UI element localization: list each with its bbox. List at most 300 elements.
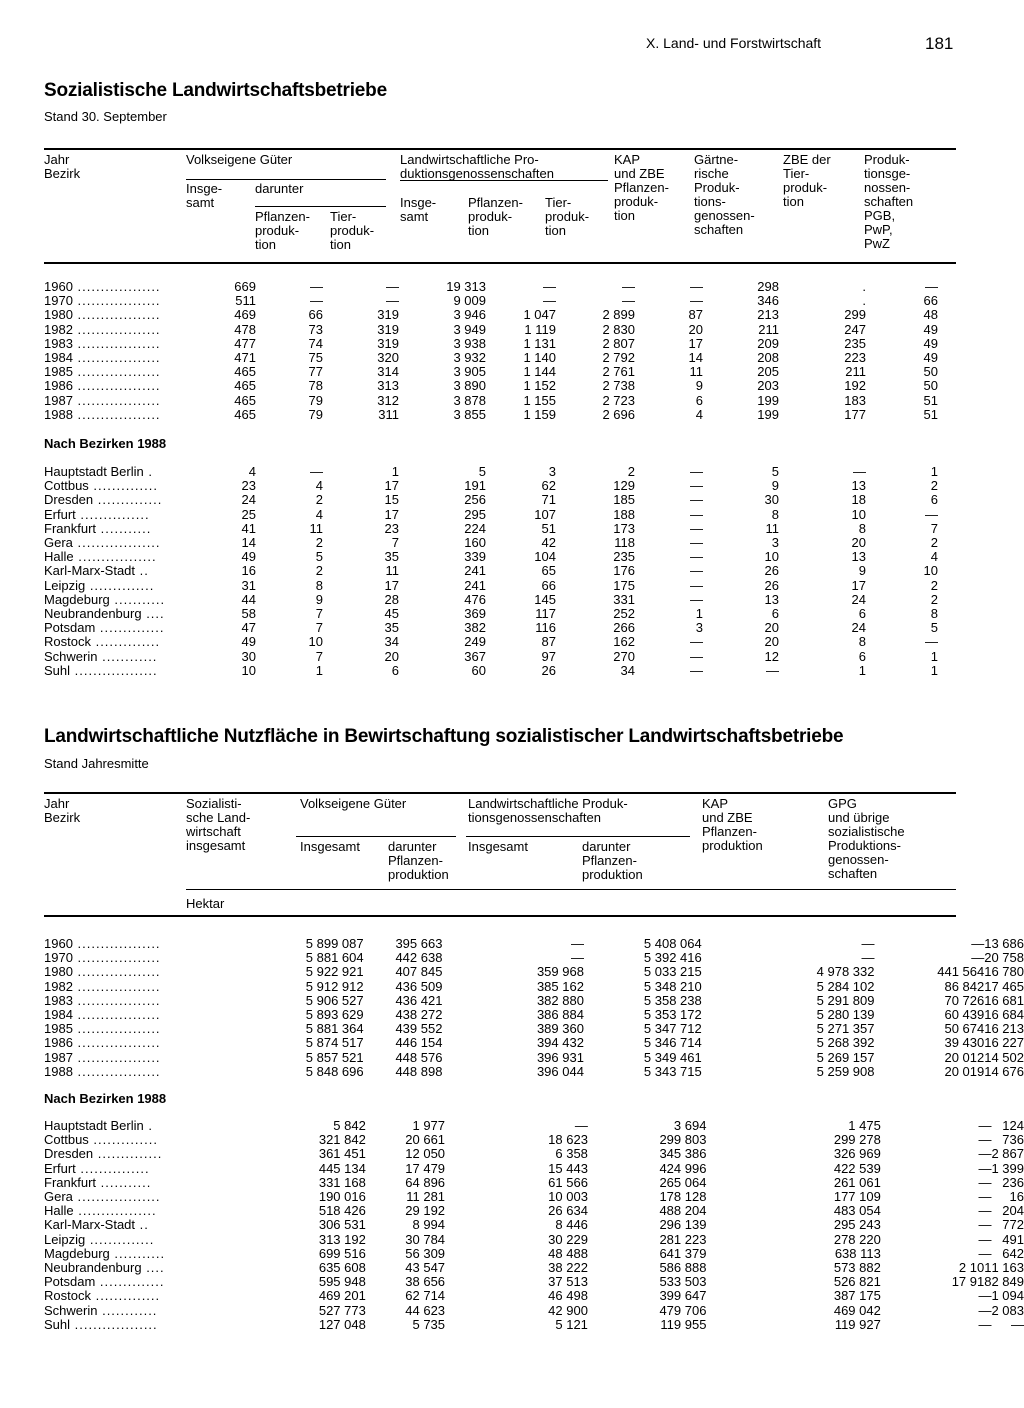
cell-value: 313 xyxy=(377,378,399,394)
cell-value: 441 564 xyxy=(937,964,985,980)
cell-value: 5 033 215 xyxy=(643,964,702,980)
table1-districts-heading: Nach Bezirken 1988 xyxy=(44,436,167,451)
cell-value: 16 227 xyxy=(984,1035,1024,1051)
row-label: Schwerin ............ xyxy=(44,648,158,664)
cell-value: 20 xyxy=(851,535,866,551)
cell-value: 1 399 xyxy=(991,1160,1024,1176)
row-label: Karl-Marx-Stadt .. xyxy=(44,1217,149,1233)
cell-value: — xyxy=(978,1203,992,1219)
cell-value: 46 498 xyxy=(548,1288,588,1304)
cell-value: — xyxy=(310,464,323,479)
cell-value: 9 xyxy=(771,478,779,494)
cell-value: 4 xyxy=(315,506,323,522)
row-label: 1982 .................. xyxy=(44,321,161,337)
cell-value: 48 xyxy=(923,307,938,323)
cell-value: 241 xyxy=(464,563,486,579)
row-label: Leipzig .............. xyxy=(44,577,155,593)
page-number: 181 xyxy=(925,34,954,53)
leader-dots: .................. xyxy=(72,992,161,1008)
cell-value: 296 139 xyxy=(659,1217,707,1233)
cell-value: 173 xyxy=(613,520,635,536)
row-label: 1970 .................. xyxy=(44,950,161,966)
leader-dots: .................. xyxy=(72,392,161,408)
cell-value: 586 888 xyxy=(659,1260,707,1276)
cell-value: 3 890 xyxy=(453,378,486,394)
cell-value: — xyxy=(1011,1316,1024,1332)
cell-value: 483 054 xyxy=(833,1203,881,1219)
table-row xyxy=(44,323,938,337)
cell-value: 6 xyxy=(858,606,866,622)
cell-value: 8 446 xyxy=(555,1217,588,1233)
cell-value: 16 681 xyxy=(984,992,1024,1008)
table2-title: Landwirtschaftliche Nutzfläche in Bewirtschaftung sozialistischer Landwirtschaftsbetriebe xyxy=(44,726,844,747)
cell-value: 56 309 xyxy=(405,1245,446,1261)
cell-value: 20 758 xyxy=(984,950,1024,966)
cell-value: 1 xyxy=(930,662,938,678)
cell-value: 265 064 xyxy=(659,1174,707,1190)
cell-value: 28 xyxy=(384,591,399,607)
cell-value: 5 121 xyxy=(555,1316,588,1332)
table-row xyxy=(44,1247,1024,1261)
cell-value: 205 xyxy=(757,364,779,380)
cell-value: 3 938 xyxy=(453,335,486,351)
cell-value: 331 xyxy=(613,591,635,607)
row-label: Neubrandenburg .... xyxy=(44,1260,165,1276)
table-row xyxy=(44,294,938,308)
row-label: Erfurt ............... xyxy=(44,1160,150,1176)
table-row xyxy=(44,351,938,365)
cell-value: 469 xyxy=(234,307,256,323)
leader-dots: .................. xyxy=(72,535,161,551)
cell-value: 44 xyxy=(241,591,256,607)
cell-value: 478 xyxy=(234,321,256,337)
cell-value: 1 119 xyxy=(524,321,556,337)
cell-value: 50 674 xyxy=(944,1021,985,1037)
cell-value: — xyxy=(978,1189,992,1205)
row-label: 1960 .................. xyxy=(44,936,161,951)
cell-value: — xyxy=(386,293,399,309)
cell-value: 38 222 xyxy=(548,1260,588,1276)
cell-value: 20 xyxy=(764,620,779,636)
cell-value: 5 346 714 xyxy=(643,1035,702,1051)
cell-value: 270 xyxy=(613,648,635,664)
cell-value: 2 083 xyxy=(991,1302,1024,1318)
cell-value: 16 xyxy=(241,563,256,579)
cell-value: 2 849 xyxy=(991,1274,1024,1290)
leader-dots: .................. xyxy=(70,1316,158,1332)
cell-value: 1 475 xyxy=(848,1118,881,1133)
cell-value: 299 803 xyxy=(659,1132,707,1148)
row-label: Gera .................. xyxy=(44,535,161,551)
cell-value: — xyxy=(690,648,703,664)
row-label: Leipzig .............. xyxy=(44,1231,155,1247)
table-row xyxy=(44,1008,1024,1022)
cell-value: 1 xyxy=(315,662,323,678)
leader-dots: .................. xyxy=(72,1021,161,1037)
cell-value: 51 xyxy=(923,392,938,408)
cell-value: 1 155 xyxy=(523,392,556,408)
cell-value: 199 xyxy=(757,392,779,408)
cell-value: 2 xyxy=(930,535,938,551)
row-label: 1980 .................. xyxy=(44,964,161,980)
cell-value: — xyxy=(978,1245,992,1261)
cell-value: . xyxy=(862,293,866,309)
t1-head-veg-insg: Insge- samt xyxy=(186,181,223,210)
cell-value: 5 735 xyxy=(412,1316,446,1332)
cell-value: — xyxy=(622,279,635,294)
cell-value: 30 xyxy=(764,492,779,508)
leader-dots: .................. xyxy=(72,350,161,366)
leader-dots: . xyxy=(143,464,153,479)
cell-value: 465 xyxy=(234,378,256,394)
cell-value: 177 109 xyxy=(833,1189,881,1205)
cell-value: 469 201 xyxy=(318,1288,366,1304)
cell-value: 192 xyxy=(844,378,866,394)
cell-value: 436 509 xyxy=(395,978,443,994)
cell-value: 5 291 809 xyxy=(816,992,875,1008)
leader-dots: .................. xyxy=(72,1049,161,1065)
cell-value: 7 xyxy=(391,535,399,551)
cell-value: 74 xyxy=(308,335,323,351)
cell-value: 369 xyxy=(464,606,486,622)
leader-dots: .. xyxy=(135,1217,149,1233)
cell-value: 50 xyxy=(923,364,938,380)
table-row xyxy=(44,536,938,550)
cell-value: 2 738 xyxy=(602,378,635,394)
cell-value: 5 893 629 xyxy=(305,1007,364,1023)
cell-value: 20 661 xyxy=(405,1132,446,1148)
row-label: Schwerin ............ xyxy=(44,1302,158,1318)
leader-dots: .................. xyxy=(70,662,158,678)
table-row xyxy=(44,965,1024,979)
cell-value: 6 358 xyxy=(555,1146,588,1162)
table-row xyxy=(44,579,938,593)
cell-value: 235 xyxy=(613,549,635,565)
cell-value: 62 xyxy=(541,478,556,494)
leader-dots: .................. xyxy=(72,279,161,294)
cell-value: 176 xyxy=(613,563,635,579)
leader-dots: ................. xyxy=(73,549,157,565)
cell-value: 104 xyxy=(534,549,556,565)
table-row xyxy=(44,337,938,351)
cell-value: 396 044 xyxy=(536,1063,584,1079)
cell-value: — xyxy=(971,936,985,951)
cell-value: 14 676 xyxy=(984,1063,1024,1079)
cell-value: 127 048 xyxy=(318,1316,366,1332)
cell-value: — xyxy=(570,950,584,966)
table-row xyxy=(44,1275,1024,1289)
cell-value: 10 xyxy=(308,634,323,650)
cell-value: 3 905 xyxy=(453,364,486,380)
cell-value: 3 xyxy=(771,535,779,551)
t2-head-lpg-insg: Insgesamt xyxy=(468,839,528,854)
t2-lpg-rule xyxy=(466,836,690,837)
cell-value: 39 430 xyxy=(944,1035,985,1051)
cell-value: 2 792 xyxy=(602,350,635,366)
leader-dots: .. xyxy=(135,563,149,579)
table-row xyxy=(44,508,938,522)
cell-value: 49 xyxy=(923,335,938,351)
t2-head-unit: Hektar xyxy=(186,896,225,911)
table1-title: Sozialistische Landwirtschaftsbetriebe xyxy=(44,80,387,101)
t1-head-zbe: ZBE der Tier- produk- tion xyxy=(783,152,831,209)
leader-dots: .............. xyxy=(85,577,155,593)
t2-head-veg: Volkseigene Güter xyxy=(300,796,407,811)
leader-dots: ............ xyxy=(97,1302,158,1318)
cell-value: 471 xyxy=(234,350,256,366)
cell-value: — xyxy=(978,1132,992,1148)
cell-value: 13 686 xyxy=(984,936,1024,951)
cell-value: 86 842 xyxy=(944,978,985,994)
cell-value: 2 696 xyxy=(602,406,635,422)
cell-value: 699 516 xyxy=(318,1245,366,1261)
cell-value: 2 830 xyxy=(602,321,635,337)
row-label: Dresden .............. xyxy=(44,1146,163,1162)
row-label: 1984 .................. xyxy=(44,1007,161,1023)
cell-value: 1 xyxy=(391,464,399,479)
leader-dots: .................. xyxy=(72,1189,161,1205)
cell-value: 177 xyxy=(844,406,866,422)
cell-value: 17 xyxy=(688,335,703,351)
cell-value: 266 xyxy=(613,620,635,636)
cell-value: 1 152 xyxy=(523,378,556,394)
cell-value: 17 465 xyxy=(984,978,1024,994)
cell-value: 2 807 xyxy=(602,335,635,351)
cell-value: — xyxy=(978,1288,992,1304)
row-label: Cottbus .............. xyxy=(44,1132,158,1148)
leader-dots: ........... xyxy=(96,520,152,536)
cell-value: 50 xyxy=(923,378,938,394)
cell-value: — xyxy=(386,279,399,294)
cell-value: — xyxy=(690,520,703,536)
table-row xyxy=(44,1162,1024,1176)
row-label: Halle ................. xyxy=(44,549,157,565)
cell-value: 1 047 xyxy=(523,307,556,323)
cell-value: — xyxy=(978,1146,992,1162)
cell-value: 527 773 xyxy=(318,1302,366,1318)
cell-value: — xyxy=(690,506,703,522)
leader-dots: .... xyxy=(141,606,165,622)
cell-value: 61 566 xyxy=(548,1174,588,1190)
leader-dots: ............... xyxy=(75,506,150,522)
cell-value: 178 128 xyxy=(659,1189,707,1205)
cell-value: — xyxy=(574,1118,588,1133)
cell-value: 10 003 xyxy=(548,1189,588,1205)
cell-value: 6 xyxy=(695,392,703,408)
cell-value: 18 623 xyxy=(548,1132,588,1148)
cell-value: 389 360 xyxy=(536,1021,584,1037)
cell-value: — xyxy=(925,506,938,522)
cell-value: 15 xyxy=(384,492,399,508)
cell-value: 422 539 xyxy=(833,1160,881,1176)
cell-value: 11 xyxy=(385,563,399,579)
cell-value: 5 874 517 xyxy=(305,1035,364,1051)
cell-value: 386 884 xyxy=(536,1007,584,1023)
table-row xyxy=(44,994,1024,1008)
table-row xyxy=(44,607,938,621)
cell-value: 51 xyxy=(541,520,556,536)
cell-value: 5 xyxy=(315,549,323,565)
cell-value: 236 xyxy=(1002,1174,1024,1190)
cell-value: 1 xyxy=(695,606,703,622)
t2-head-kap: KAP und ZBE Pflanzen- produktion xyxy=(702,796,763,853)
leader-dots: .................. xyxy=(72,321,161,337)
leader-dots: .... xyxy=(141,1260,165,1276)
cell-value: 79 xyxy=(308,406,323,422)
leader-dots: .............. xyxy=(95,620,165,636)
cell-value: — xyxy=(543,279,556,294)
cell-value: 5 922 921 xyxy=(305,964,364,980)
cell-value: 573 882 xyxy=(833,1260,881,1276)
cell-value: — xyxy=(690,464,703,479)
cell-value: 2 xyxy=(930,591,938,607)
table-row xyxy=(44,308,938,322)
cell-value: 71 xyxy=(541,492,556,508)
t1-head-jahr: Jahr Bezirk xyxy=(44,152,81,181)
table-row xyxy=(44,1036,1024,1050)
cell-value: — xyxy=(978,1118,992,1133)
cell-value: 321 842 xyxy=(318,1132,366,1148)
t1-head-kap: KAP und ZBE Pflanzen- produk- tion xyxy=(614,152,669,223)
cell-value: 345 386 xyxy=(659,1146,707,1162)
t1-head-lpg-pflanzen: Pflanzen- produk- tion xyxy=(468,195,523,238)
cell-value: 11 281 xyxy=(406,1189,446,1205)
table-row xyxy=(44,1218,1024,1232)
row-label: Halle ................. xyxy=(44,1203,157,1219)
leader-dots: .................. xyxy=(72,1063,161,1079)
cell-value: 129 xyxy=(613,478,635,494)
cell-value: — xyxy=(690,293,703,309)
cell-value: 446 154 xyxy=(395,1035,443,1051)
cell-value: 60 439 xyxy=(944,1007,985,1023)
t2-head-veg-darunter: darunter Pflanzen- produktion xyxy=(388,839,449,882)
t1-head-veg: Volkseigene Güter xyxy=(186,152,293,167)
cell-value: 175 xyxy=(613,577,635,593)
cell-value: 38 656 xyxy=(405,1274,446,1290)
table-row xyxy=(44,280,938,294)
cell-value: 49 xyxy=(923,350,938,366)
table-row xyxy=(44,937,1024,951)
cell-value: 314 xyxy=(377,364,399,380)
cell-value: 359 968 xyxy=(536,964,584,980)
cell-value: 247 xyxy=(844,321,866,337)
leader-dots: .............. xyxy=(85,1231,155,1247)
cell-value: 1 140 xyxy=(523,350,556,366)
cell-value: 211 xyxy=(845,364,866,380)
cell-value: 30 784 xyxy=(405,1231,446,1247)
cell-value: 595 948 xyxy=(318,1274,366,1290)
cell-value: 346 xyxy=(757,293,779,309)
cell-value: 48 488 xyxy=(548,1245,588,1261)
leader-dots: .............. xyxy=(90,1288,161,1304)
leader-dots: .................. xyxy=(72,978,161,994)
cell-value: 1 163 xyxy=(991,1260,1024,1276)
cell-value: 87 xyxy=(688,307,703,323)
cell-value: 669 xyxy=(234,279,256,294)
cell-value: 9 xyxy=(858,563,866,579)
cell-value: 3 694 xyxy=(673,1118,707,1133)
cell-value: 9 xyxy=(315,591,323,607)
table-row xyxy=(44,593,938,607)
row-label: 1985 .................. xyxy=(44,364,161,380)
cell-value: 436 421 xyxy=(395,992,443,1008)
cell-value: 16 780 xyxy=(984,964,1024,980)
table-row xyxy=(44,1022,1024,1036)
cell-value: 407 845 xyxy=(395,964,443,980)
cell-value: 190 016 xyxy=(318,1189,366,1205)
table1-subtitle: Stand 30. September xyxy=(44,109,167,124)
cell-value: 13 xyxy=(764,591,779,607)
t1-head-lpg-insg: Insge- samt xyxy=(400,195,437,224)
leader-dots: .................. xyxy=(72,406,161,422)
cell-value: 2 723 xyxy=(602,392,635,408)
cell-value: 60 xyxy=(471,662,486,678)
cell-value: 313 192 xyxy=(318,1231,366,1247)
cell-value: 24 xyxy=(851,591,866,607)
cell-value: — xyxy=(925,279,938,294)
cell-value: 7 xyxy=(930,520,938,536)
cell-value: 642 xyxy=(1002,1245,1024,1261)
table-row xyxy=(44,1119,1024,1133)
cell-value: 34 xyxy=(620,662,635,678)
cell-value: 367 xyxy=(464,648,486,664)
cell-value: 77 xyxy=(308,364,323,380)
cell-value: 5 349 461 xyxy=(643,1049,702,1065)
cell-value: 8 xyxy=(771,506,779,522)
cell-value: 252 xyxy=(613,606,635,622)
cell-value: 119 955 xyxy=(660,1316,707,1332)
cell-value: 26 xyxy=(541,662,556,678)
cell-value: 26 634 xyxy=(548,1203,588,1219)
cell-value: 188 xyxy=(613,506,635,522)
cell-value: 34 xyxy=(384,634,399,650)
t2-unit-rule xyxy=(186,889,956,890)
table-row xyxy=(44,550,938,564)
leader-dots: ........... xyxy=(109,1245,166,1261)
cell-value: 97 xyxy=(541,648,556,664)
cell-value: 382 xyxy=(464,620,486,636)
cell-value: — xyxy=(310,279,323,294)
table2-districts xyxy=(44,1119,1024,1332)
cell-value: 448 576 xyxy=(395,1049,443,1065)
cell-value: — xyxy=(690,549,703,565)
cell-value: 18 xyxy=(851,492,866,508)
cell-value: 35 xyxy=(384,549,399,565)
row-label: Hauptstadt Berlin . xyxy=(44,1118,153,1133)
table2-years xyxy=(44,937,1024,1079)
t2-head-jahr: Jahr Bezirk xyxy=(44,796,81,825)
table-row xyxy=(44,1065,1024,1079)
cell-value: 6 xyxy=(858,648,866,664)
cell-value: 191 xyxy=(464,478,486,494)
cell-value: 17 479 xyxy=(405,1160,446,1176)
leader-dots: ............ xyxy=(97,648,158,664)
cell-value: — xyxy=(978,1160,992,1176)
t1-lpg-rule xyxy=(400,180,608,181)
cell-value: 635 608 xyxy=(318,1260,366,1276)
table-row xyxy=(44,522,938,536)
cell-value: — xyxy=(978,1174,992,1190)
cell-value: 4 978 332 xyxy=(816,964,875,980)
t1-head-veg-tier: Tier- produk- tion xyxy=(330,209,375,252)
row-label: 1983 .................. xyxy=(44,335,161,351)
cell-value: 465 xyxy=(234,364,256,380)
table2-subtitle: Stand Jahresmitte xyxy=(44,756,149,771)
cell-value: 79 xyxy=(308,392,323,408)
cell-value: 223 xyxy=(844,350,866,366)
cell-value: 16 684 xyxy=(984,1007,1024,1023)
cell-value: 1 094 xyxy=(991,1288,1024,1304)
